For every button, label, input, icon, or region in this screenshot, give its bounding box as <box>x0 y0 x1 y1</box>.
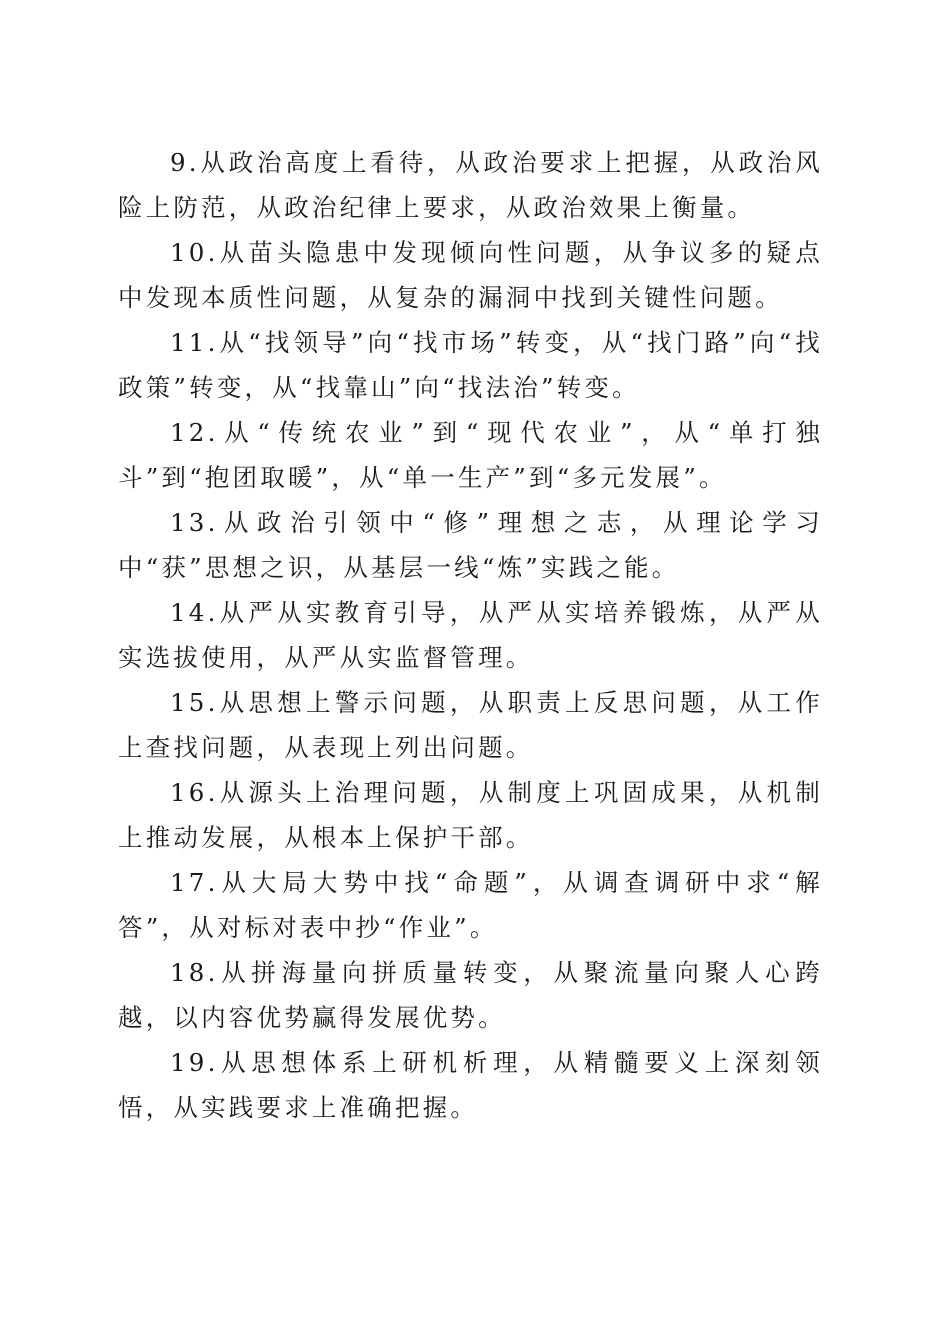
paragraph-item-19: 19.从思想体系上研机析理，从精髓要义上深刻领悟，从实践要求上准确把握。 <box>118 1048 823 1122</box>
paragraph-item-18: 18.从拼海量向拼质量转变，从聚流量向聚人心跨越，以内容优势赢得发展优势。 <box>118 958 823 1032</box>
paragraph-item-14: 14.从严从实教育引导，从严从实培养锻炼，从严从实选拔使用，从严从实监督管理。 <box>118 598 823 672</box>
paragraph-item-11: 11.从“找领导”向“找市场”转变，从“找门路”向“找政策”转变，从“找靠山”向“找法治”转变。 <box>118 328 823 402</box>
paragraph-item-17: 17.从大局大势中找“命题”，从调查调研中求“解答”，从对标对表中抄“作业”。 <box>118 868 823 942</box>
paragraph-item-12: 12.从“传统农业”到“现代农业”，从“单打独斗”到“抱团取暖”，从“单一生产”到“多元发展”。 <box>118 418 823 492</box>
paragraph-item-15: 15.从思想上警示问题，从职责上反思问题，从工作上查找问题，从表现上列出问题。 <box>118 688 823 762</box>
paragraph-item-10: 10.从苗头隐患中发现倾向性问题，从争议多的疑点中发现本质性问题，从复杂的漏洞中找到关键性问题。 <box>118 238 823 312</box>
paragraph-item-16: 16.从源头上治理问题，从制度上巩固成果，从机制上推动发展，从根本上保护干部。 <box>118 778 823 852</box>
paragraph-item-13: 13.从政治引领中“修”理想之志，从理论学习中“获”思想之识，从基层一线“炼”实践之能。 <box>118 508 823 582</box>
document-body <box>118 140 823 1130</box>
paragraph-item-9: 9.从政治高度上看待，从政治要求上把握，从政治风险上防范，从政治纪律上要求，从政治效果上衡量。 <box>118 148 823 222</box>
